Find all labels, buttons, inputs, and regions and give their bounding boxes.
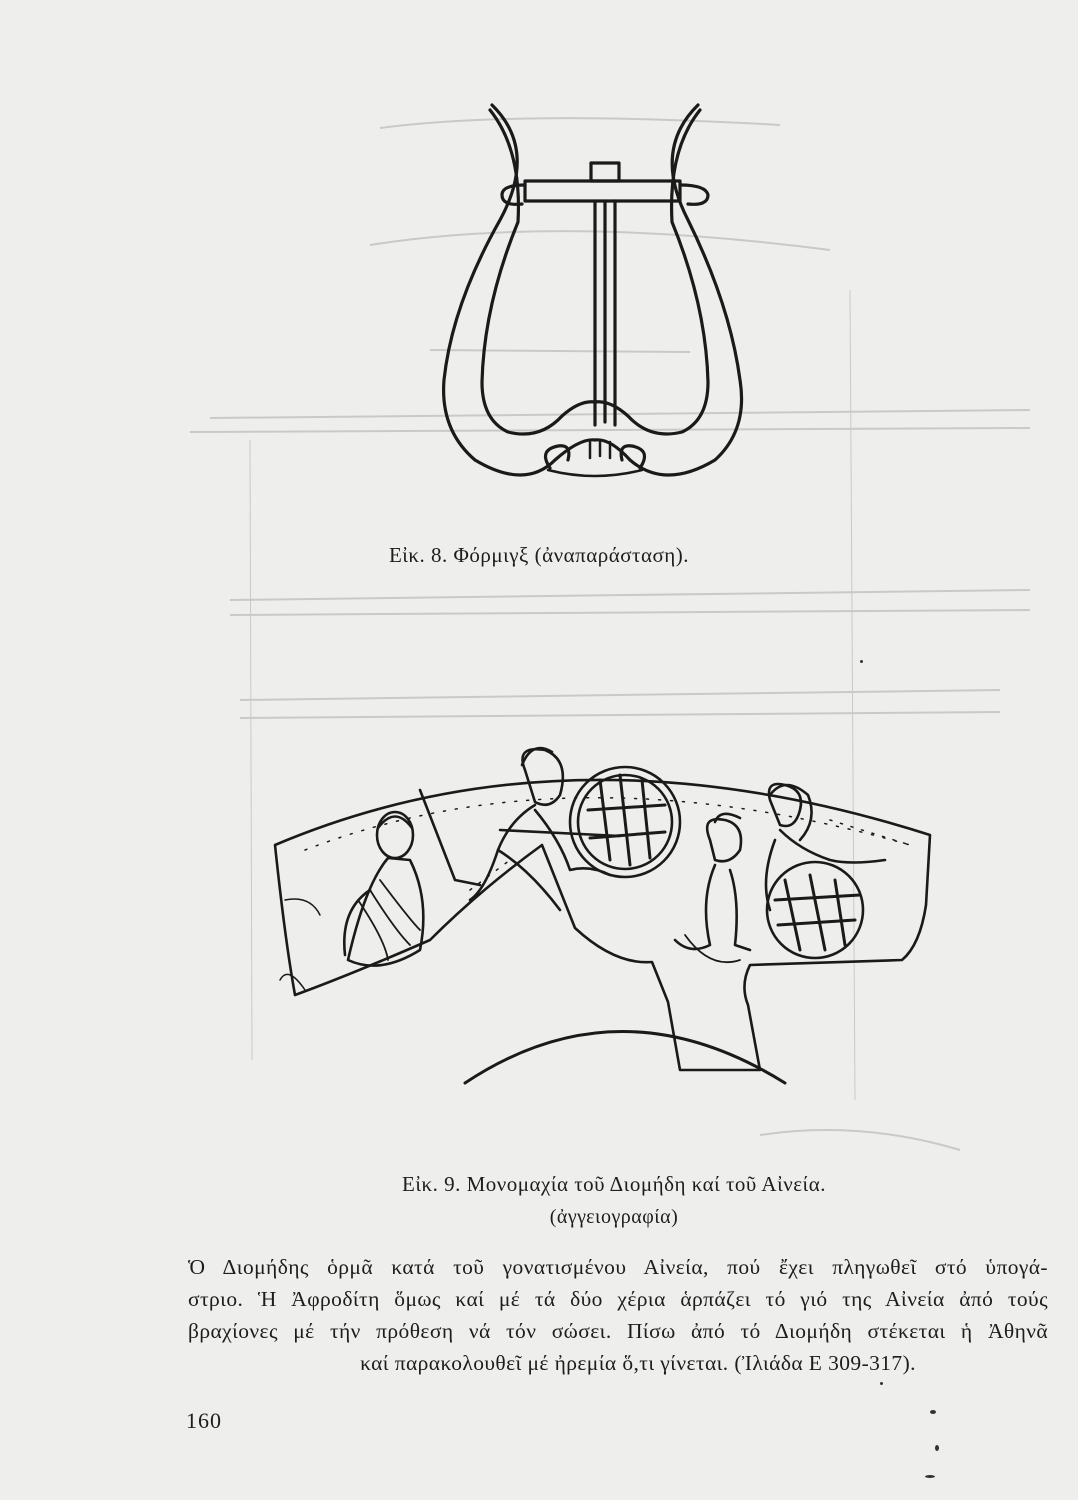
figure-9-caption: Εἰκ. 9. Μονομαχία τοῦ Διομήδη καί τοῦ Αἰνεία. [402,1172,826,1196]
scan-speck [860,660,863,663]
figure-8-caption: Εἰκ. 8. Φόρμιγξ (ἀναπαράσταση). [388,543,690,567]
scan-speck [935,1445,939,1451]
paragraph-line: Ὁ Διομήδης ὁρμᾶ κατά τοῦ γονατισμένου Αἰνεία, πού ἔχει πληγωθεῖ στό ὑπογά- [188,1255,1048,1279]
paragraph-line: βραχίονες μέ τήν πρόθεση νά τόν σώσει. Πίσω ἀπό τό Διομήδη στέκεται ἡ Ἀθηνᾶ [188,1319,1048,1343]
scan-speck [925,1475,935,1478]
phorminx-illustration [430,90,750,500]
description-paragraph [188,1251,1048,1379]
paragraph-line: καί παρακολουθεῖ μέ ἠρεμία ὅ,τι γίνεται. (Ἰλιάδα Ε 309-317). [360,1351,916,1375]
scan-speck [880,1382,883,1385]
scan-speck [930,1410,936,1414]
paragraph-line: στριο. Ἡ Ἀφροδίτη ὅμως καί μέ τά δύο χέρια ἁρπάζει τό γιό της Αἰνεία ἀπό τούς [188,1287,1048,1311]
page-number: 160 [186,1408,222,1433]
vase-painting-illustration [270,740,950,1085]
figure-9-subcaption: (ἀγγειογραφία) [549,1206,679,1228]
